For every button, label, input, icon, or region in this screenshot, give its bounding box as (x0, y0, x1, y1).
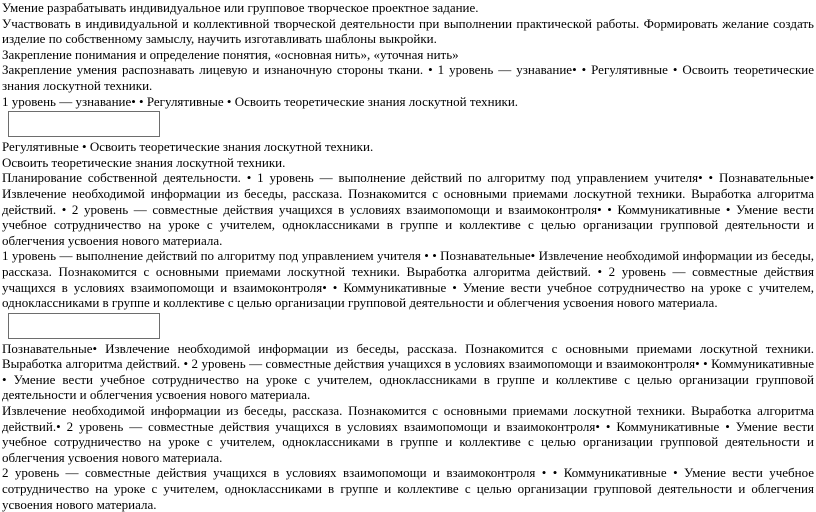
paragraph-1: Умение разрабатывать индивидуальное или групповое творческое проектное задание. (2, 0, 479, 15)
paragraph-9: 1 уровень — выполнение действий по алгоритму под управлением учителя • • Познавательные• Извлечение необходимой информации из беседы, рассказа. Познакомится с основными приемами лоскутной техники. Выработка алгоритма действий. • 2 уровень — совместные действия учащихся в условиях взаимопомощи и взаимоконтроля• • Коммуникативные • Умение вести учебное сотрудничество на уроке с учителем, одноклассниками в группе и коллективе с целью организации групповой деятельности и облегчения усвоения нового материала. (2, 248, 814, 311)
paragraph-11: Извлечение необходимой информации из беседы, рассказа. Познакомится с основными приемами лоскутной техники. Выработка алгоритма действий.• 2 уровень — совместные действия учащихся в условиях взаимопомощи и взаимоконтроля• • Коммуникативные • Умение вести учебное сотрудничество на уроке с учителем, одноклассниками в группе и коллективе с целью организации групповой деятельности и облегчения усвоения нового материала. (2, 403, 814, 465)
document-body (2, 0, 814, 512)
paragraph-3: Закрепление понимания и определение понятия, «основная нить», «уточная нить» (2, 46, 459, 62)
paragraph-4: Закрепление умения распознавать лицевую и изнаночную стороны ткани. • 1 уровень — узнавание• • Регулятивные • Освоить теоретические знания лоскутной техники. (2, 62, 814, 93)
empty-table-cell-1 (8, 111, 160, 137)
paragraph-5: 1 уровень — узнавание• • Регулятивные • Освоить теоретические знания лоскутной техники. (2, 93, 519, 109)
paragraph-8: Планирование собственной деятельности. • 1 уровень — выполнение действий по алгоритму под управлением учителя• • Познавательные• Извлечение необходимой информации из беседы, рассказа. Познакомится с основными приемами лоскутной техники. Выработка алгоритма действий. • 2 уровень — совместные действия учащихся в условиях взаимопомощи и взаимоконтроля• • Коммуникативные • Умение вести учебное сотрудничество на уроке с учителем, одноклассниками в группе и коллективе с целью организации групповой деятельности и облегчения усвоения нового материала. (2, 170, 814, 248)
paragraph-7: Освоить теоретические знания лоскутной техники. (2, 154, 286, 170)
empty-table-cell-2 (8, 313, 160, 339)
paragraph-6: Регулятивные • Освоить теоретические знания лоскутной техники. (2, 139, 374, 155)
paragraph-10: Познавательные• Извлечение необходимой информации из беседы, рассказа. Познакомится с основными приемами лоскутной техники. Выработка алгоритма действий. • 2 уровень — совместные действия учащихся в условиях взаимопомощи и взаимоконтроля• • Коммуникативные • Умение вести учебное сотрудничество на уроке с учителем, одноклассниками в группе и коллективе с целью организации групповой деятельности и облегчения усвоения нового материала. (2, 340, 814, 403)
paragraph-2: Участвовать в индивидуальной и коллективной творческой деятельности при выполнении практической работы. Формировать желание создать изделие по собственному замыслу, научить изготавливать шаблоны выкройки. (2, 15, 814, 47)
paragraph-12: 2 уровень — совместные действия учащихся в условиях взаимопомощи и взаимоконтроля • • Коммуникативные • Умение вести учебное сотрудничество на уроке с учителем, одноклассниками в группе и коллективе с целью организации групповой деятельности и облегчения усвоения нового материала. (2, 465, 814, 512)
